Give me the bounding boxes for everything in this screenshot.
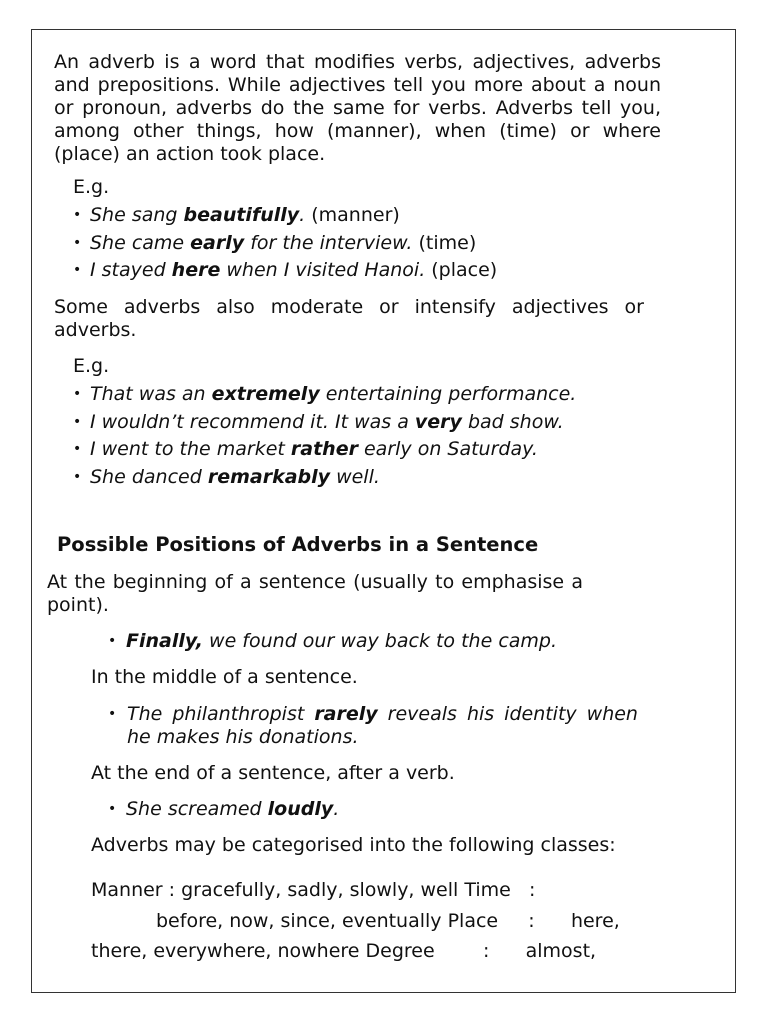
list-item — [108, 703, 638, 749]
example-text: for the interview. — [244, 231, 413, 254]
example-text: I wouldn’t recommend it. It was a — [90, 410, 415, 433]
classes-intro-text: Adverbs may be categorised into the following classes: — [91, 834, 616, 856]
bullet-icon: • — [108, 633, 117, 649]
document-page — [31, 29, 736, 993]
bullet-icon: • — [73, 262, 82, 278]
example-text: early on Saturday. — [357, 438, 538, 460]
intensifier-paragraph: Some adverbs also moderate or intensify adjectives or adverbs. — [54, 296, 644, 341]
example-text: She sang — [90, 204, 184, 226]
bullet-icon: • — [73, 207, 82, 223]
bullet-icon: • — [108, 706, 117, 722]
example-text: well. — [330, 465, 380, 488]
example-tag: (place) — [425, 259, 498, 281]
bullet-icon: • — [73, 413, 82, 430]
example-adverb: Finally, — [126, 630, 203, 652]
example-adverb: early — [190, 231, 245, 254]
example-adverb: very — [414, 410, 462, 433]
example-adverb: extremely — [211, 383, 320, 405]
eg-label: E.g. — [73, 355, 110, 377]
example-adverb: remarkably — [207, 465, 331, 488]
example-text: . — [299, 204, 306, 226]
bullet-icon: • — [73, 441, 82, 457]
bullet-icon: • — [73, 468, 82, 485]
example-text: She screamed — [126, 798, 268, 820]
example-text: The philanthropist — [127, 703, 315, 725]
classes-line: there, everywhere, nowhere Degree : almost, — [91, 940, 597, 962]
bullet-icon: • — [73, 386, 82, 402]
example-text: bad show. — [461, 410, 564, 433]
position-end-text: At the end of a sentence, after a verb. — [91, 762, 455, 784]
example-adverb: beautifully — [183, 204, 300, 226]
example-adverb: rarely — [314, 703, 378, 725]
bullet-icon: • — [108, 801, 117, 817]
eg-label: E.g. — [73, 176, 110, 198]
classes-line: before, now, since, eventually Place : here, — [156, 910, 620, 932]
example-tag: (time) — [412, 231, 477, 254]
example-text: I went to the market — [90, 438, 291, 460]
section-heading: Possible Positions of Adverbs in a Sentence — [57, 533, 539, 556]
bullet-icon: • — [73, 234, 82, 251]
example-text: That was an — [90, 383, 212, 405]
example-text: reveals his identity when he makes his donations. — [127, 703, 638, 748]
example-text: She danced — [90, 465, 208, 488]
classes-line: Manner : gracefully, sadly, slowly, well Time : — [91, 879, 536, 901]
example-adverb: rather — [290, 438, 358, 460]
intro-paragraph: An adverb is a word that modifies verbs, adjectives, adverbs and prepositions. While adjectives tell you more about a noun or pronoun, adverbs do the same for verbs. Adverbs tell you, among other things, how (manner), when (time) or where (place) an action took place. — [54, 51, 661, 165]
position-beginning-text: At the beginning of a sentence (usually to emphasise a point). — [47, 571, 583, 616]
example-adverb: here — [171, 259, 221, 281]
example-text: entertaining performance. — [319, 383, 577, 405]
example-text: . — [333, 798, 340, 820]
example-text: I stayed — [90, 259, 172, 281]
example-tag: (manner) — [305, 204, 400, 226]
example-text: we found our way back to the camp. — [203, 630, 558, 652]
example-adverb: loudly — [267, 798, 334, 820]
example-text: She came — [90, 231, 191, 254]
position-middle-text: In the middle of a sentence. — [91, 666, 358, 688]
example-text: when I visited Hanoi. — [220, 259, 426, 281]
